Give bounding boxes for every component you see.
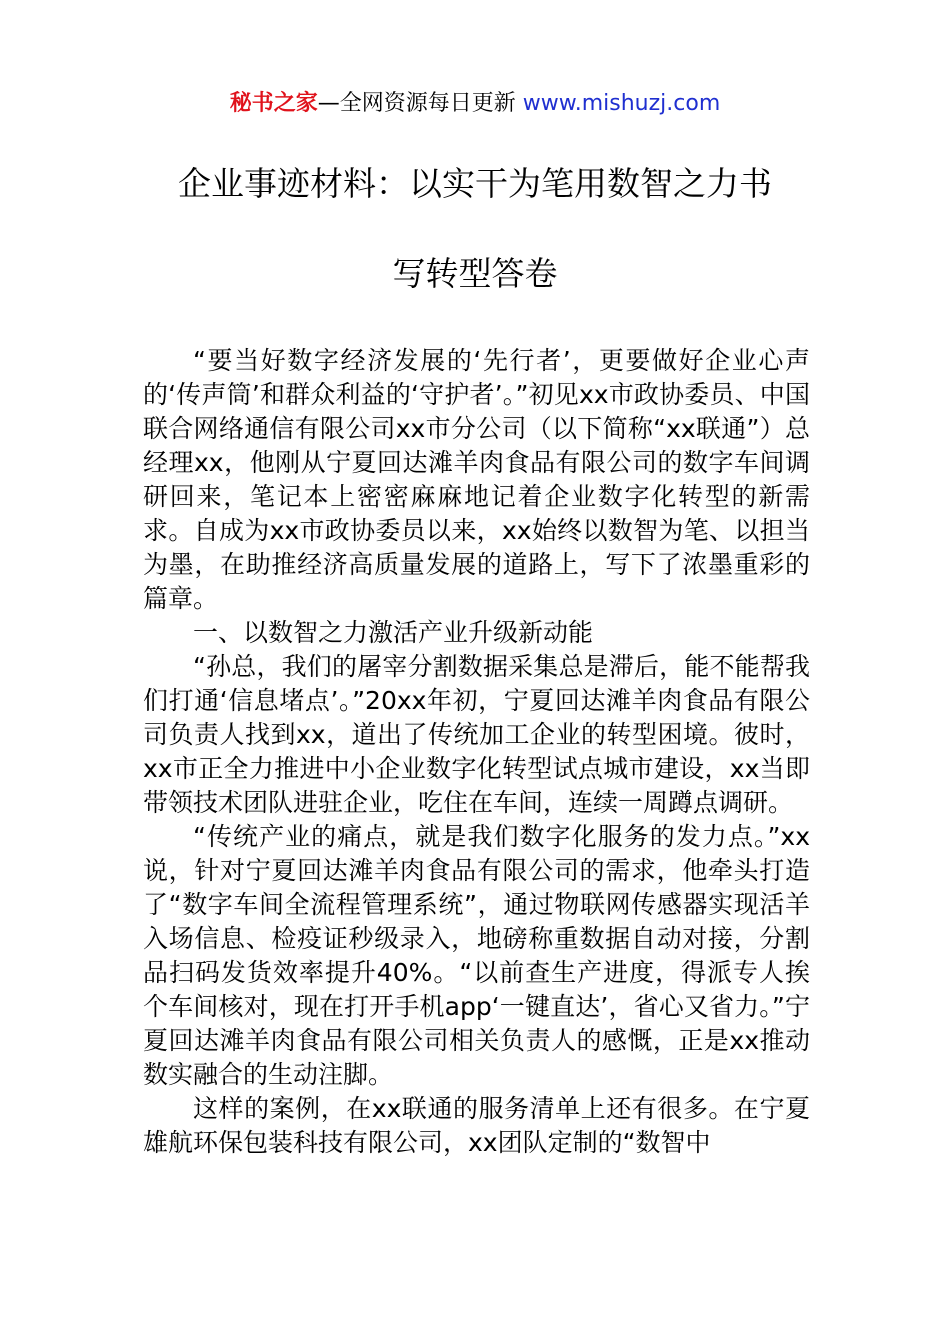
site-brand: 秘书之家 bbox=[229, 91, 318, 116]
title-line-1: 企业事迹材料：以实干为笔用数智之力书 bbox=[178, 164, 772, 203]
site-url-link[interactable]: www.mishuzj.com bbox=[522, 91, 721, 116]
paragraph: “孙总，我们的屠宰分割数据采集总是滞后，能不能帮我们打通‘信息堵点’。”20xx年初，宁夏回达滩羊肉食品有限公司负责人找到xx，道出了传统加工企业的转型困境。彼时，xx市正全力推进中小企业数字化转型试点城市建设，xx当即带领技术团队进驻企业，吃住在车间，连续一周蹲点调研。 bbox=[143, 652, 810, 817]
paragraph: 这样的案例，在xx联通的服务清单上还有很多。在宁夏雄航环保包装科技有限公司，xx团队定制的“数智中 bbox=[143, 1094, 810, 1157]
site-header bbox=[0, 88, 950, 120]
document-title bbox=[130, 160, 820, 340]
title-line-2: 写转型答卷 bbox=[392, 254, 558, 293]
paragraph-intro: “要当好数字经济发展的‘先行者’，更要做好企业心声的‘传声筒’和群众利益的‘守护者’。”初见xx市政协委员、中国联合网络通信有限公司xx市分公司（以下简称“xx联通”）总经理xx，他刚从宁夏回达滩羊肉食品有限公司的数字车间调研回来，笔记本上密密麻麻地记着企业数字化转型的新需求。自成为xx市政协委员以来，xx始终以数智为笔、以担当为墨，在助推经济高质量发展的道路上，写下了浓墨重彩的篇章。 bbox=[143, 346, 810, 613]
document-body bbox=[143, 344, 810, 1160]
paragraph: “传统产业的痛点，就是我们数字化服务的发力点。”xx说，针对宁夏回达滩羊肉食品有限公司的需求，他牵头打造了“数字车间全流程管理系统”，通过物联网传感器实现活羊入场信息、检疫证秒级录入，地磅称重数据自动对接，分割品扫码发货效率提升40%。“以前查生产进度，得派专人挨个车间核对，现在打开手机app‘一键直达’，省心又省力。”宁夏回达滩羊肉食品有限公司相关负责人的感慨，正是xx推动数实融合的生动注脚。 bbox=[143, 822, 810, 1089]
section-heading-1: 一、以数智之力激活产业升级新动能 bbox=[193, 618, 594, 647]
site-tagline: —全网资源每日更新 bbox=[317, 91, 523, 116]
